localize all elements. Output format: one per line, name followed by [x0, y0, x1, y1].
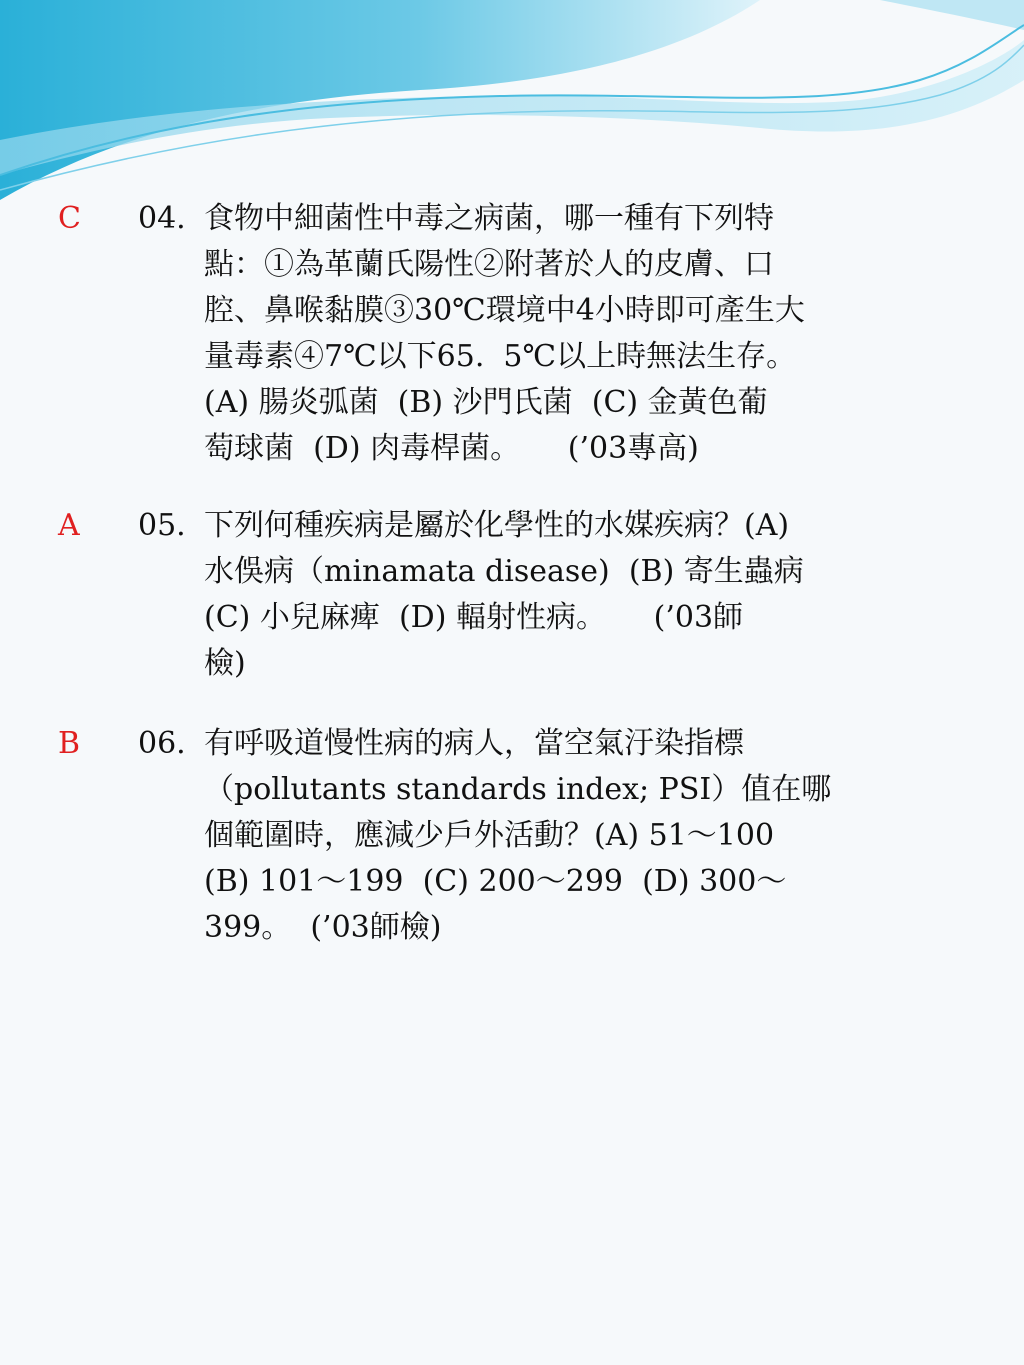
question-line: 個範圍時，應減少戶外活動？(A) 51～100 [204, 818, 775, 853]
answer-key: B [58, 726, 81, 761]
answer-key: C [58, 201, 81, 236]
question-line: 檢) [204, 646, 246, 681]
question-line: 下列何種疾病是屬於化學性的水媒疾病？(A) [204, 508, 790, 543]
question-line: 399。 (’03師檢) [204, 910, 442, 945]
question-number: 04. [138, 201, 186, 236]
question-line: 水俁病（minamata disease) (B) 寄生蟲病 [204, 554, 804, 589]
question-line: 點：①為革蘭氏陽性②附著於人的皮膚、口 [204, 247, 774, 282]
question-line: 萄球菌 (D) 肉毒桿菌。 (’03專高) [204, 431, 699, 466]
answer-key: A [58, 508, 80, 543]
question-number: 05. [138, 508, 186, 543]
question-line: 有呼吸道慢性病的病人，當空氣汙染指標 [204, 726, 744, 761]
question-text [204, 196, 994, 472]
question-line: (B) 101～199 (C) 200～299 (D) 300～ [204, 864, 787, 899]
question-line: 食物中細菌性中毒之病菌，哪一種有下列特 [204, 201, 774, 236]
question-text [204, 721, 994, 951]
question-line: (A) 腸炎弧菌 (B) 沙門氏菌 (C) 金黃色葡 [204, 385, 768, 420]
question-text [204, 503, 994, 687]
question-line: 量毒素④7℃以下65. 5℃以上時無法生存。 [204, 339, 797, 374]
question-line: (C) 小兒麻痺 (D) 輻射性病。 (’03師 [204, 600, 744, 635]
question-number: 06. [138, 726, 186, 761]
question-line: （pollutants standards index; PSI）值在哪 [204, 772, 832, 807]
question-line: 腔、鼻喉黏膜③30℃環境中4小時即可產生大 [204, 293, 805, 328]
